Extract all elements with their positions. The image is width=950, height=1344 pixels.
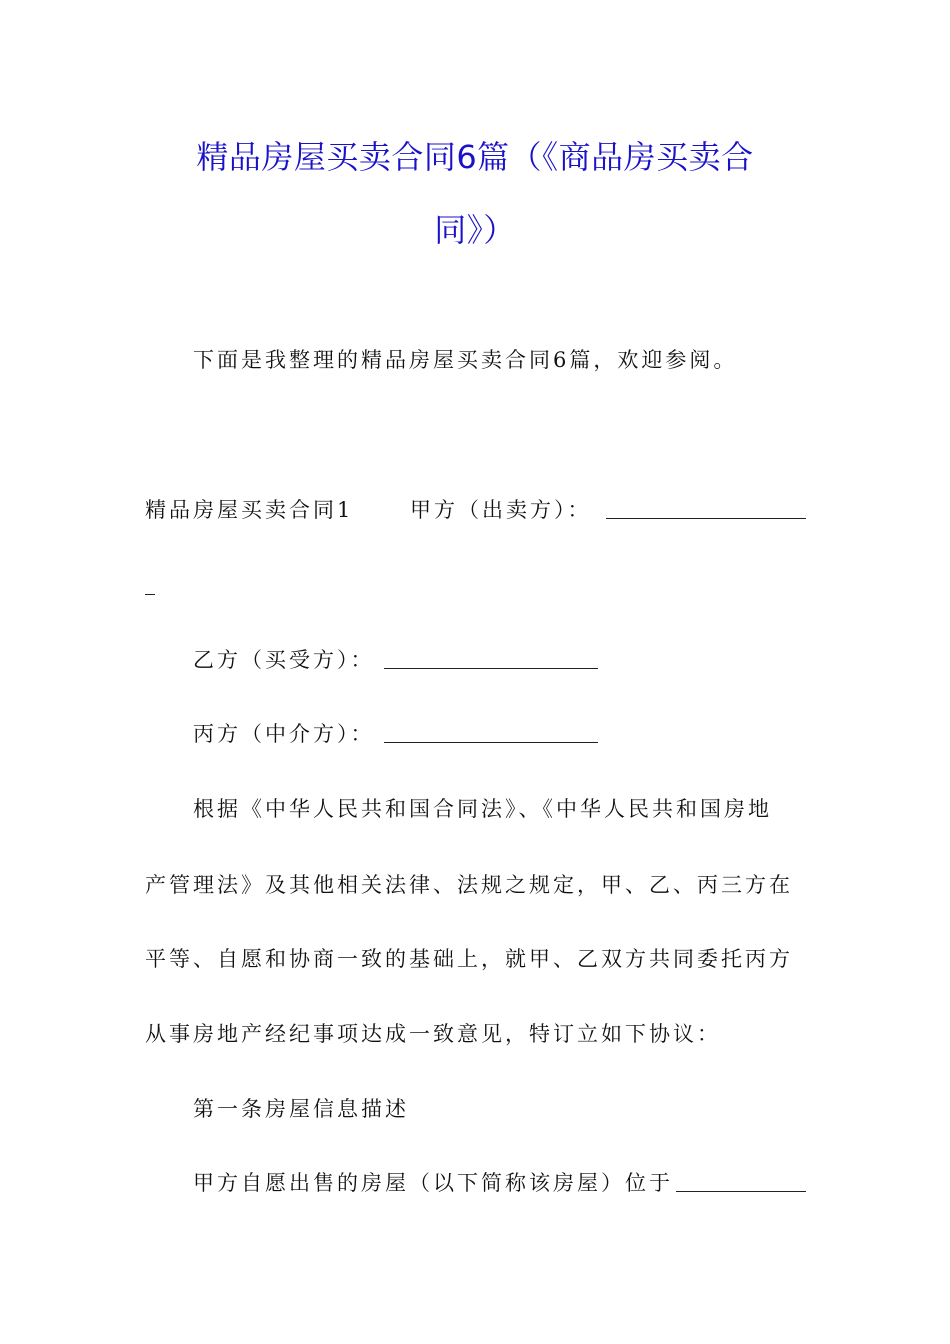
party-a-label: 甲方（出卖方）： xyxy=(410,498,592,522)
article-1-heading: 第一条房屋信息描述 xyxy=(193,1097,409,1121)
party-c-blank xyxy=(384,722,598,743)
intro-text: 下面是我整理的精品房屋买卖合同6篇，欢迎参阅。 xyxy=(193,348,738,372)
article-1-location-blank xyxy=(676,1171,806,1192)
contract-heading: 精品房屋买卖合同1 xyxy=(145,498,354,522)
party-a-blank-overflow xyxy=(145,574,155,595)
document-title-line-1: 精品房屋买卖合同6篇（《商品房买卖合 xyxy=(196,138,754,176)
document-title-line-2: 同》） xyxy=(434,211,516,249)
party-c-label: 丙方（中介方）： xyxy=(193,722,375,746)
party-b-label: 乙方（买受方）： xyxy=(193,648,375,672)
paragraph-1-line-4: 从事房地产经纪事项达成一致意见，特订立如下协议： xyxy=(145,1022,721,1046)
paragraph-1-line-1: 根据《中华人民共和国合同法》、《中华人民共和国房地 xyxy=(193,797,772,821)
paragraph-1-line-2: 产管理法》及其他相关法律、法规之规定，甲、乙、丙三方在 xyxy=(145,873,793,897)
party-b-blank xyxy=(384,648,598,669)
article-1-text: 甲方自愿出售的房屋（以下简称该房屋）位于 xyxy=(193,1171,673,1195)
paragraph-1-line-3: 平等、自愿和协商一致的基础上，就甲、乙双方共同委托丙方 xyxy=(145,947,793,971)
party-a-blank xyxy=(606,498,806,519)
